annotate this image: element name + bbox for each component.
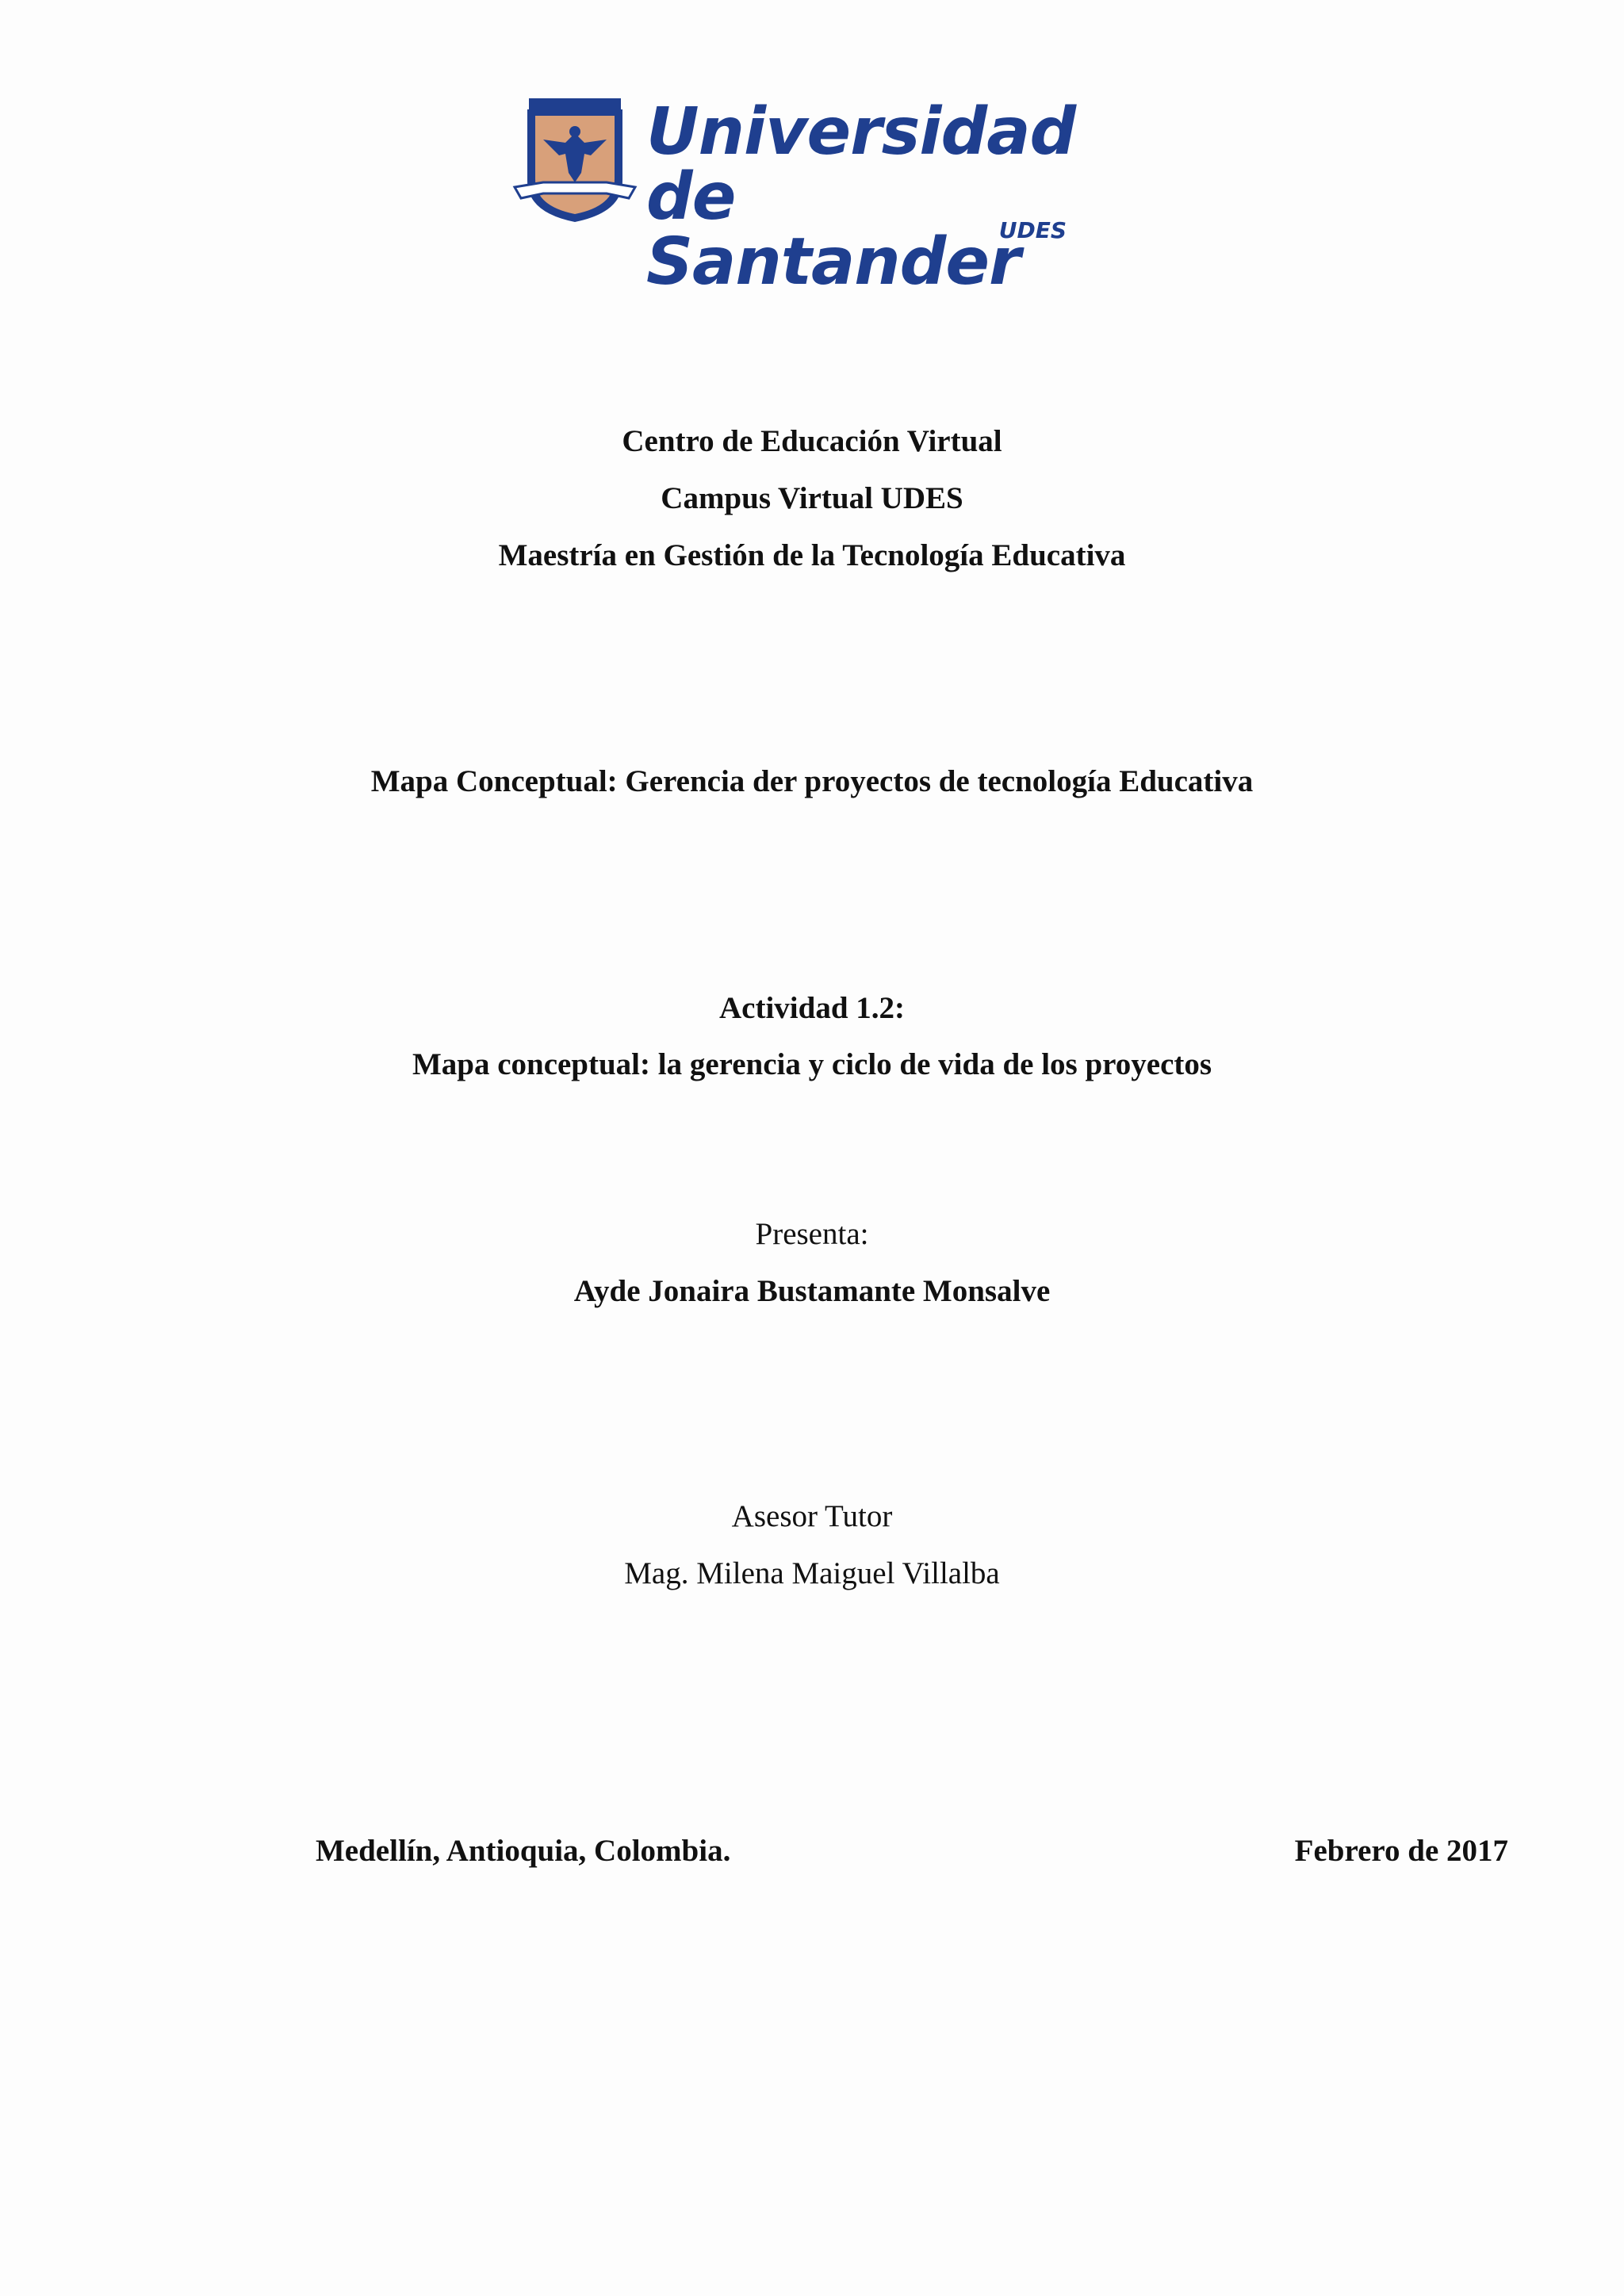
header-line-1: Centro de Educación Virtual xyxy=(622,424,1002,458)
activity-name: Mapa conceptual: la gerencia y ciclo de vida de los proyectos xyxy=(412,1047,1212,1081)
footer-date: Febrero de 2017 xyxy=(1294,1834,1508,1868)
presenter-name: Ayde Jonaira Bustamante Monsalve xyxy=(573,1274,1051,1308)
document-title: Mapa Conceptual: Gerencia der proyectos de tecnología Educativa xyxy=(370,764,1254,798)
tutor-name: Mag. Milena Maiguel Villalba xyxy=(624,1556,1000,1590)
logo-abbreviation: UDES xyxy=(998,217,1067,243)
header-line-3: Maestría en Gestión de la Tecnología Educativa xyxy=(498,538,1126,572)
logo-line-de-santander: de Santander xyxy=(646,159,1021,300)
tutor-label: Asesor Tutor xyxy=(731,1499,893,1533)
logo-line-universidad: Universidad xyxy=(646,94,1076,170)
footer-location: Medellín, Antioquia, Colombia. xyxy=(316,1834,731,1868)
logo-wordmark xyxy=(646,94,1090,300)
header-line-2: Campus Virtual UDES xyxy=(661,481,963,515)
activity-number: Actividad 1.2: xyxy=(719,991,905,1025)
shield-emblem-icon xyxy=(511,94,638,228)
university-logo xyxy=(511,94,1082,300)
presenter-label: Presenta: xyxy=(755,1217,869,1251)
